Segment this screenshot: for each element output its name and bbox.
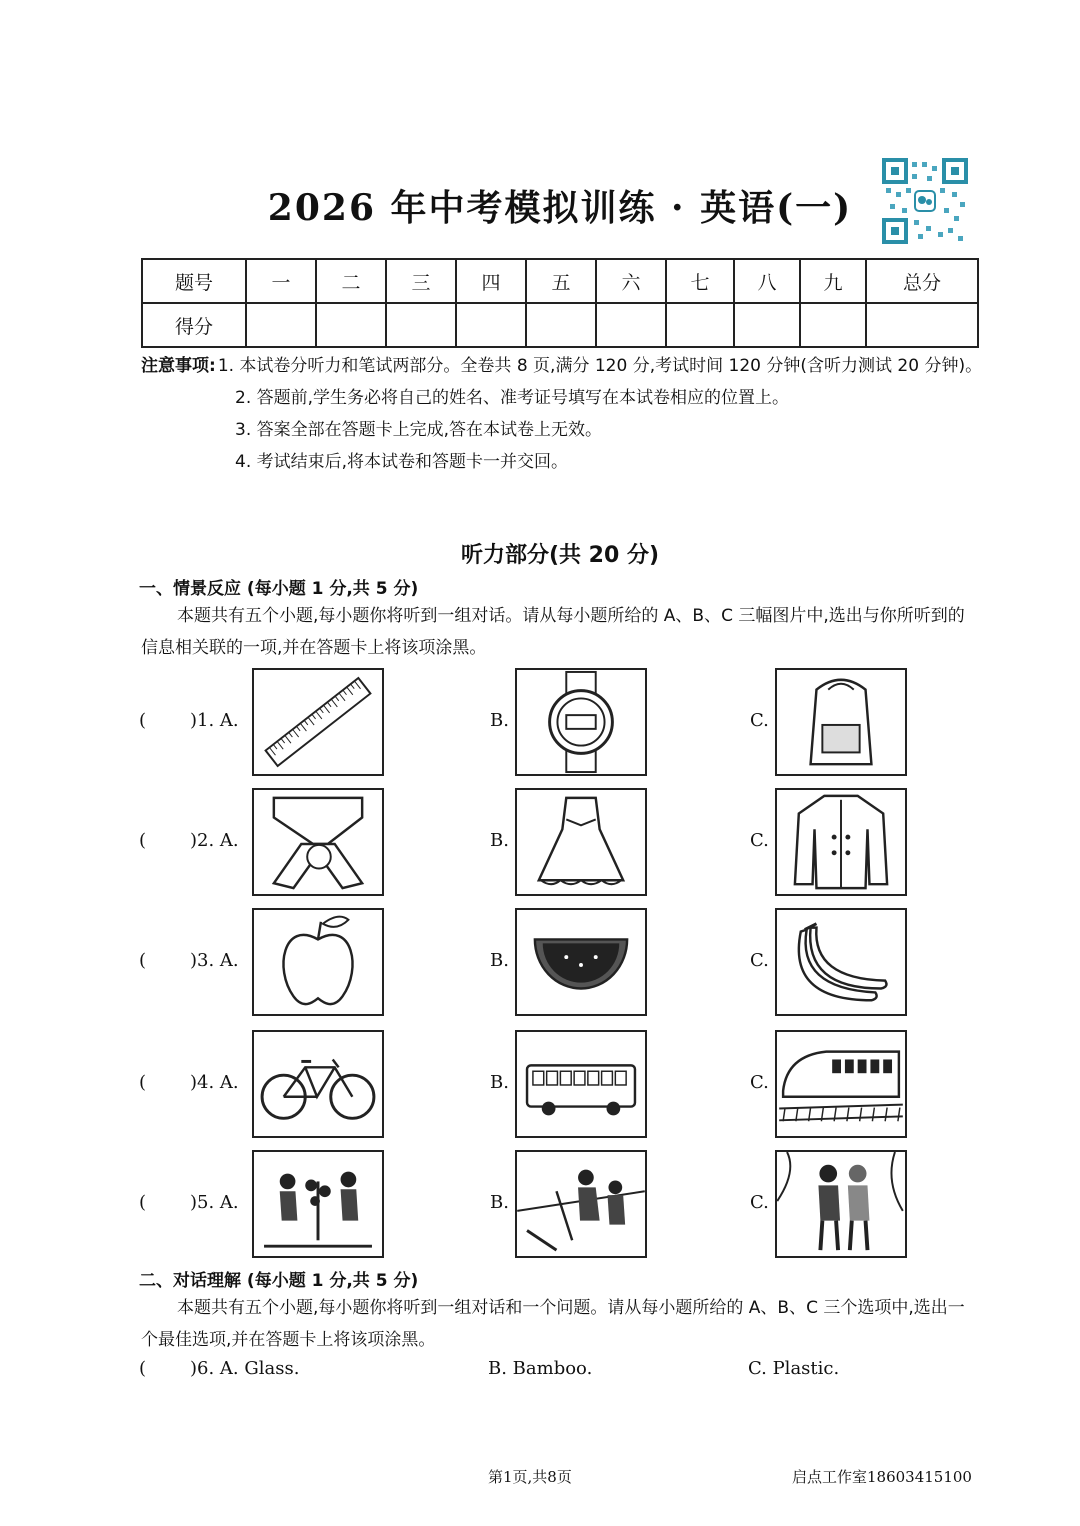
- score-table-score-row: [142, 303, 978, 347]
- score-table-col: 八: [734, 259, 800, 303]
- page-number: 第1页,共8页: [488, 1468, 572, 1486]
- qr-code-icon[interactable]: [882, 158, 968, 244]
- score-table-col: 六: [596, 259, 666, 303]
- question-4-option-c-label: C.: [750, 1072, 769, 1093]
- question-5-option-b-label: B.: [490, 1192, 509, 1213]
- walking-image[interactable]: [775, 1150, 907, 1258]
- answer-paren[interactable]: (: [139, 710, 147, 731]
- score-table-row-label: 得分: [142, 303, 246, 347]
- notes-item: 1. 本试卷分听力和笔试两部分。全卷共 8 页,满分 120 分,考试时间 120 分钟(含听力测试 20 分钟)。: [217, 356, 983, 376]
- score-table-col: 四: [456, 259, 526, 303]
- answer-paren[interactable]: (: [139, 1192, 147, 1213]
- question-6-option-c[interactable]: C. Plastic.: [748, 1358, 840, 1379]
- score-table-header-row: [142, 259, 978, 303]
- score-cell[interactable]: [316, 303, 386, 347]
- watch-image[interactable]: [515, 668, 647, 776]
- page-title: 2026 年中考模拟训练 · 英语(一): [267, 187, 853, 229]
- score-table-col: 五: [526, 259, 596, 303]
- question-6-option-a[interactable]: )6. A. Glass.: [190, 1358, 300, 1379]
- listening-section-title: 听力部分(共 20 分): [460, 543, 660, 568]
- notes-section: [141, 350, 991, 478]
- question-5-label: )5. A.: [190, 1192, 239, 1213]
- part1-instruction: 本题共有五个小题,每小题你将听到一组对话。请从每小题所给的 A、B、C 三幅图片中,选出与你所听到的信息相关联的一项,并在答题卡上将该项涂黑。: [141, 606, 965, 658]
- notes-item: 4. 考试结束后,将本试卷和答题卡一并交回。: [235, 452, 569, 472]
- coat-image[interactable]: [775, 788, 907, 896]
- score-table-col: 二: [316, 259, 386, 303]
- question-3-option-b-label: B.: [490, 950, 509, 971]
- tree-planting-image[interactable]: [252, 1150, 384, 1258]
- watermelon-image[interactable]: [515, 908, 647, 1016]
- backpack-image[interactable]: [775, 668, 907, 776]
- question-1-option-c-label: C.: [750, 710, 769, 731]
- notes-item: 3. 答案全部在答题卡上完成,答在本试卷上无效。: [235, 420, 603, 440]
- question-4-option-b-label: B.: [490, 1072, 509, 1093]
- banana-image[interactable]: [775, 908, 907, 1016]
- part1-heading: 一、情景反应 (每小题 1 分,共 5 分): [139, 579, 419, 599]
- score-cell[interactable]: [456, 303, 526, 347]
- answer-paren[interactable]: (: [139, 830, 147, 851]
- part2-heading: 二、对话理解 (每小题 1 分,共 5 分): [139, 1271, 419, 1291]
- question-6-paren[interactable]: (: [139, 1358, 147, 1379]
- score-table-col: 总分: [866, 259, 978, 303]
- scarf-image[interactable]: [252, 788, 384, 896]
- score-cell[interactable]: [800, 303, 866, 347]
- question-6-option-b[interactable]: B. Bamboo.: [488, 1358, 593, 1379]
- bicycle-image[interactable]: [252, 1030, 384, 1138]
- bus-image[interactable]: [515, 1030, 647, 1138]
- apple-image[interactable]: [252, 908, 384, 1016]
- studio-contact: 启点工作室18603415100: [792, 1468, 972, 1486]
- score-table-col: 九: [800, 259, 866, 303]
- question-5-option-c-label: C.: [750, 1192, 769, 1213]
- score-cell[interactable]: [526, 303, 596, 347]
- question-2-option-b-label: B.: [490, 830, 509, 851]
- score-table-col: 七: [666, 259, 734, 303]
- question-1-option-b-label: B.: [490, 710, 509, 731]
- score-cell[interactable]: [246, 303, 316, 347]
- dress-image[interactable]: [515, 788, 647, 896]
- question-2-option-c-label: C.: [750, 830, 769, 851]
- notes-item: 2. 答题前,学生务必将自己的姓名、准考证号填写在本试卷相应的位置上。: [235, 388, 790, 408]
- cleaning-image[interactable]: [515, 1150, 647, 1258]
- score-table: [141, 258, 979, 348]
- score-table-col: 三: [386, 259, 456, 303]
- question-2-label: )2. A.: [190, 830, 239, 851]
- score-cell[interactable]: [866, 303, 978, 347]
- score-table-col: 一: [246, 259, 316, 303]
- score-cell[interactable]: [596, 303, 666, 347]
- question-3-option-c-label: C.: [750, 950, 769, 971]
- question-1-label: )1. A.: [190, 710, 239, 731]
- score-table-row-label: 题号: [142, 259, 246, 303]
- score-cell[interactable]: [666, 303, 734, 347]
- train-image[interactable]: [775, 1030, 907, 1138]
- score-cell[interactable]: [386, 303, 456, 347]
- answer-paren[interactable]: (: [139, 1072, 147, 1093]
- question-3-label: )3. A.: [190, 950, 239, 971]
- question-4-label: )4. A.: [190, 1072, 239, 1093]
- score-cell[interactable]: [734, 303, 800, 347]
- ruler-image[interactable]: [252, 668, 384, 776]
- notes-label: 注意事项:: [141, 356, 216, 376]
- answer-paren[interactable]: (: [139, 950, 147, 971]
- part2-instruction: 本题共有五个小题,每小题你将听到一组对话和一个问题。请从每小题所给的 A、B、C 三个选项中,选出一个最佳选项,并在答题卡上将该项涂黑。: [141, 1298, 965, 1350]
